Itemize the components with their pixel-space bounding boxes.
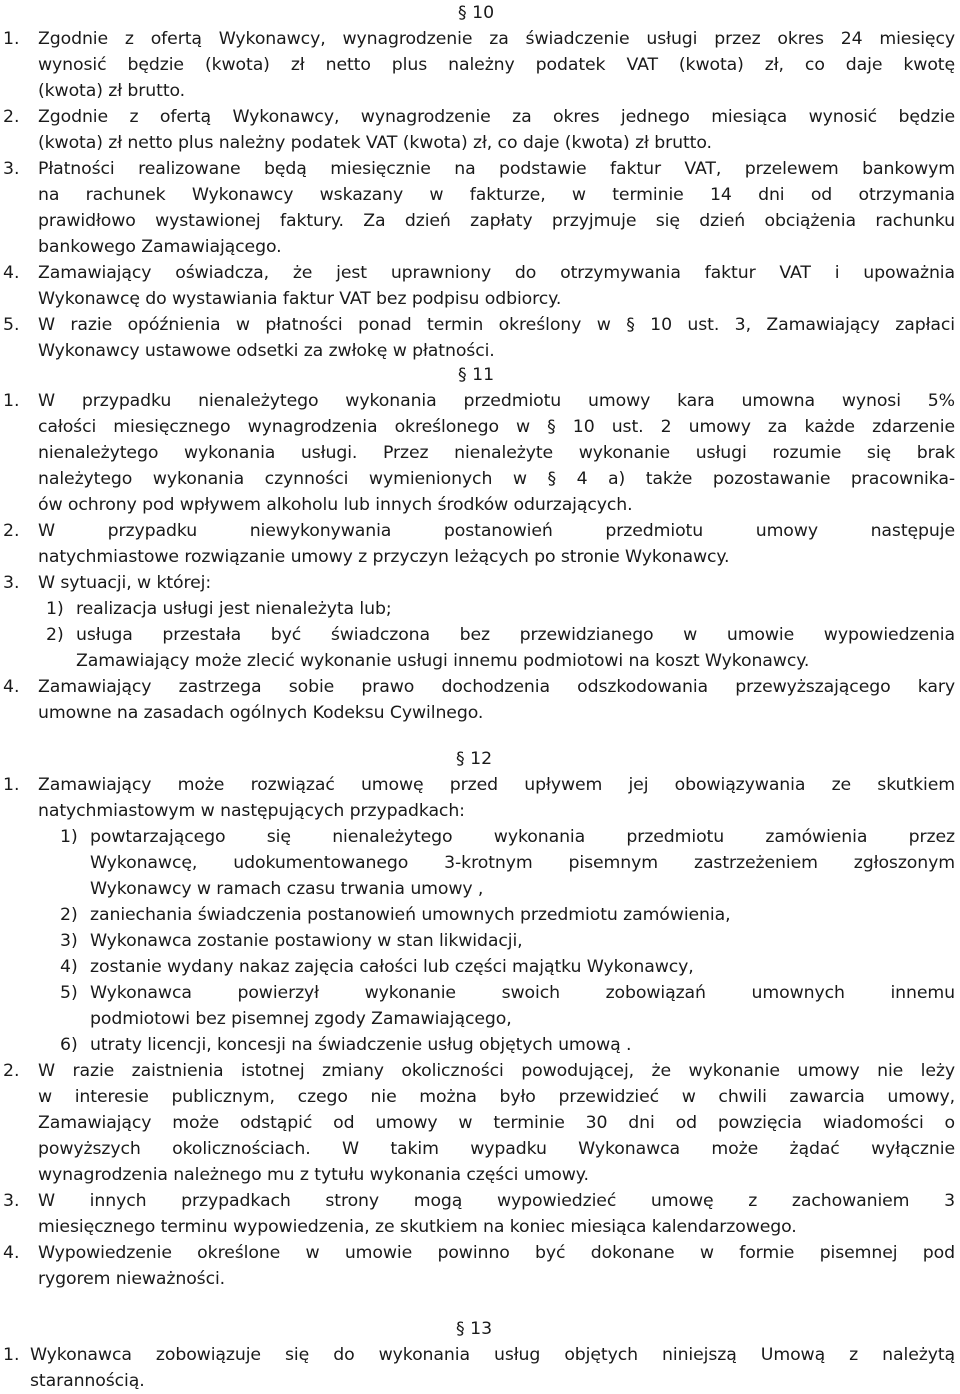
sub-item-number: 6) <box>60 1035 78 1055</box>
item-number: 5. <box>3 315 20 335</box>
paragraph-line: bankowego Zamawiającego. <box>38 237 282 257</box>
sub-item-line: zostanie wydany nakaz zajęcia całości lub części majątku Wykonawcy, <box>90 957 694 977</box>
sub-item-line: Wykonawcy w ramach czasu trwania umowy , <box>90 879 484 899</box>
paragraph-line: Wykonawcy ustawowe odsetki za zwłokę w płatności. <box>38 341 495 361</box>
section-heading: § 10 <box>458 3 495 23</box>
item-number: 3. <box>3 159 20 179</box>
sub-item-number: 1) <box>60 827 78 847</box>
sub-item-number: 1) <box>46 599 64 619</box>
paragraph-line: Płatności realizowane będą miesięcznie na podstawie faktur VAT, przelewem bankowym <box>38 159 955 179</box>
item-number: 3. <box>3 1191 20 1211</box>
sub-item-number: 4) <box>60 957 78 977</box>
paragraph-line: ów ochrony pod wpływem alkoholu lub innych środków odurzających. <box>38 495 633 515</box>
paragraph-line: Wypowiedzenie określone w umowie powinno być dokonane w formie pisemnej pod <box>38 1243 955 1263</box>
item-number: 4. <box>3 263 20 283</box>
paragraph-line: starannością. <box>30 1371 145 1391</box>
paragraph-line: natychmiastowe rozwiązanie umowy z przyczyn leżących po stronie Wykonawcy. <box>38 547 730 567</box>
section-heading: § 11 <box>458 365 495 385</box>
paragraph-line: powyższych okolicznościach. W takim wypadku Wykonawca może żądać wyłącznie <box>38 1139 955 1159</box>
sub-item-line: Wykonawcę, udokumentowanego 3-krotnym pisemnym zastrzeżeniem zgłoszonym <box>90 853 955 873</box>
paragraph-line: należytego wykonania czynności wymienionych w § 4 a) także pozostawanie pracownika- <box>38 469 955 489</box>
paragraph-line: nienależytego wykonania usługi. Przez nienależyte wykonanie usługi rozumie się brak <box>38 443 955 463</box>
sub-item-line: realizacja usługi jest nienależyta lub; <box>76 599 392 619</box>
sub-item-number: 5) <box>60 983 78 1003</box>
sub-item-line: Zamawiający może zlecić wykonanie usługi innemu podmiotowi na koszt Wykonawcy. <box>76 651 810 671</box>
paragraph-line: rygorem nieważności. <box>38 1269 226 1289</box>
item-number: 1. <box>3 29 20 49</box>
sub-item-number: 3) <box>60 931 78 951</box>
sub-item-line: powtarzającego się nienależytego wykonania przedmiotu zamówienia przez <box>90 827 955 847</box>
paragraph-line: Zgodnie z ofertą Wykonawcy, wynagrodzenie za okres jednego miesiąca wynosić będzie <box>38 107 955 127</box>
sub-item-number: 2) <box>60 905 78 925</box>
sub-item-line: podmiotowi bez pisemnej zgody Zamawiającego, <box>90 1009 512 1029</box>
sub-item-line: utraty licencji, koncesji na świadczenie usług objętych umową . <box>90 1035 632 1055</box>
section-heading: § 13 <box>456 1319 493 1339</box>
paragraph-line: Wykonawcę do wystawiania faktur VAT bez podpisu odbiorcy. <box>38 289 562 309</box>
paragraph-line: W sytuacji, w której: <box>38 573 212 593</box>
paragraph-line: natychmiastowym w następujących przypadkach: <box>38 801 465 821</box>
item-number: 2. <box>3 107 20 127</box>
sub-item-line: Wykonawca powierzył wykonanie swoich zobowiązań umownych innemu <box>90 983 955 1003</box>
paragraph-line: W razie opóźnienia w płatności ponad termin określony w § 10 ust. 3, Zamawiający zapłaci <box>38 315 955 335</box>
paragraph-line: Zamawiający oświadcza, że jest uprawniony do otrzymywania faktur VAT i upoważnia <box>38 263 955 283</box>
paragraph-line: Zamawiający może rozwiązać umowę przed upływem jej obowiązywania ze skutkiem <box>38 775 955 795</box>
sub-item-number: 2) <box>46 625 64 645</box>
paragraph-line: W przypadku nienależytego wykonania przedmiotu umowy kara umowna wynosi 5% <box>38 391 955 411</box>
item-number: 1. <box>3 1345 20 1365</box>
paragraph-line: miesięcznego terminu wypowiedzenia, ze skutkiem na koniec miesiąca kalendarzowego. <box>38 1217 797 1237</box>
paragraph-line: prawidłowo wystawionej faktury. Za dzień zapłaty przyjmuje się dzień obciążenia rachunku <box>38 211 955 231</box>
paragraph-line: W razie zaistnienia istotnej zmiany okoliczności powodującej, że wykonanie umowy nie leży <box>38 1061 955 1081</box>
paragraph-line: W przypadku niewykonywania postanowień przedmiotu umowy następuje <box>38 521 955 541</box>
paragraph-line: Zamawiający zastrzega sobie prawo dochodzenia odszkodowania przewyższającego kary <box>38 677 955 697</box>
paragraph-line: (kwota) zł netto plus należny podatek VAT (kwota) zł, co daje (kwota) zł brutto. <box>38 133 712 153</box>
item-number: 2. <box>3 1061 20 1081</box>
paragraph-line: w interesie publicznym, czego nie można było przewidzieć w chwili zawarcia umowy, <box>38 1087 955 1107</box>
item-number: 1. <box>3 775 20 795</box>
sub-item-line: Wykonawca zostanie postawiony w stan likwidacji, <box>90 931 523 951</box>
item-number: 1. <box>3 391 20 411</box>
paragraph-line: Wykonawca zobowiązuje się do wykonania usług objętych niniejszą Umową z należytą <box>30 1345 955 1365</box>
paragraph-line: (kwota) zł brutto. <box>38 81 186 101</box>
paragraph-line: wynagrodzenia należnego mu z tytułu wykonania części umowy. <box>38 1165 589 1185</box>
item-number: 2. <box>3 521 20 541</box>
sub-item-line: usługa przestała być świadczona bez przewidzianego w umowie wypowiedzenia <box>76 625 955 645</box>
paragraph-line: Zamawiający może odstąpić od umowy w terminie 30 dni od powzięcia wiadomości o <box>38 1113 955 1133</box>
paragraph-line: umowne na zasadach ogólnych Kodeksu Cywilnego. <box>38 703 484 723</box>
paragraph-line: wynosić będzie (kwota) zł netto plus należny podatek VAT (kwota) zł, co daje kwotę <box>38 55 955 75</box>
paragraph-line: Zgodnie z ofertą Wykonawcy, wynagrodzenie za świadczenie usługi przez okres 24 miesięcy <box>38 29 955 49</box>
item-number: 4. <box>3 677 20 697</box>
item-number: 4. <box>3 1243 20 1263</box>
section-heading: § 12 <box>456 749 493 769</box>
paragraph-line: całości miesięcznego wynagrodzenia określonego w § 10 ust. 2 umowy za każde zdarzenie <box>38 417 955 437</box>
sub-item-line: zaniechania świadczenia postanowień umownych przedmiotu zamówienia, <box>90 905 731 925</box>
paragraph-line: W innych przypadkach strony mogą wypowiedzieć umowę z zachowaniem 3 <box>38 1191 955 1211</box>
item-number: 3. <box>3 573 20 593</box>
paragraph-line: na rachunek Wykonawcy wskazany w fakturze, w terminie 14 dni od otrzymania <box>38 185 955 205</box>
